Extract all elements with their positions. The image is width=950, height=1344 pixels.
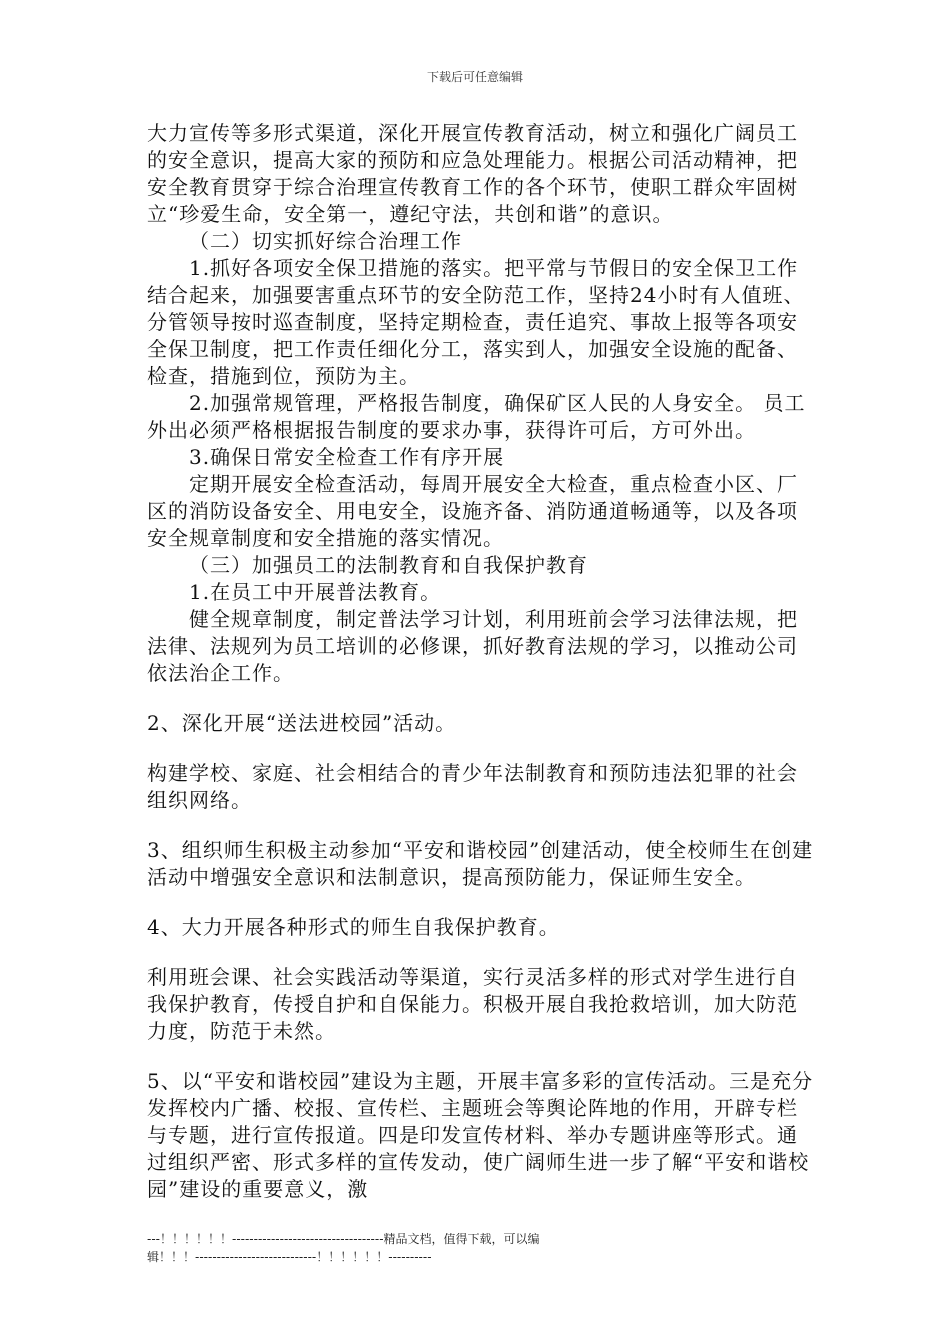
- paragraph-law-5: 5、以“平安和谐校园”建设为主题，开展丰富多彩的宣传活动。三是充分发挥校内广播、校报、宣传栏、主题班会等舆论阵地的作用，开辟专栏与专题，进行宣传报道。四是印发宣传材料、举办专题讲座等形式。通过组织严密、形式多样的宣传发动，使广阔师生进一步了解“平安和谐校园”建设的重要意义，激: [147, 1069, 814, 1201]
- page-footer: [147, 1230, 827, 1266]
- paragraph-intro: 大力宣传等多形式渠道，深化开展宣传教育活动，树立和强化广阔员工的安全意识，提高大家的预防和应急处理能力。根据公司活动精神，把安全教育贯穿于综合治理宣传教育工作的各个环节，使职工群众牢固树立“珍爱生命，安全第一，遵纪守法，共创和谐”的意识。: [147, 121, 798, 226]
- paragraph-item-2: 2.加强常规管理，严格报告制度，确保矿区人民的人身安全。 员工外出必须严格根据报告制度的要求办事，获得许可后，方可外出。: [147, 391, 806, 442]
- section-heading-2: （二）切实抓好综合治理工作: [189, 229, 462, 253]
- footer-line-2: 辑！！！----------------------------！！！！！！----------: [147, 1250, 432, 1264]
- paragraph-item-1: 1.抓好各项安全保卫措施的落实。把平常与节假日的安全保卫工作结合起来，加强要害重点环节的安全防范工作，坚持24小时有人值班、分管领导按时巡查制度，坚持定期检查，责任追究、事故上报等各项安全保卫制度，把工作责任细化分工，落实到人，加强安全设施的配备、检查，措施到位，预防为主。: [147, 256, 805, 388]
- paragraph-law-4-body: 利用班会课、社会实践活动等渠道，实行灵活多样的形式对学生进行自我保护教育，传授自护和自保能力。积极开展自我抢救培训，加大防范力度，防范于未然。: [147, 965, 798, 1043]
- footer-line-1: ---！！！！！！-----------------------------------精品文档，值得下载，可以编: [147, 1232, 540, 1246]
- paragraph-item-3-body: 定期开展安全检查活动，每周开展安全大检查，重点检查小区、厂区的消防设备安全、用电安全，设施齐备、消防通道畅通等，以及各项安全规章制度和安全措施的落实情况。: [147, 472, 798, 550]
- paragraph-law-3: 3、组织师生积极主动参加“平安和谐校园”创建活动，使全校师生在创建活动中增强安全意识和法制意识，提高预防能力，保证师生安全。: [147, 838, 814, 889]
- paragraph-law-4-title: 4、大力开展各种形式的师生自我保护教育。: [147, 915, 560, 939]
- paragraph-law-2-title: 2、深化开展“送法进校园”活动。: [147, 711, 457, 735]
- paragraph-law-1-body: 健全规章制度，制定普法学习计划，利用班前会学习法律法规，把法律、法规列为员工培训的必修课，抓好教育法规的学习，以推动公司依法治企工作。: [147, 607, 798, 685]
- paragraph-law-2-body: 构建学校、家庭、社会相结合的青少年法制教育和预防违法犯罪的社会组织网络。: [147, 761, 798, 812]
- paragraph-law-1-title: 1.在员工中开展普法教育。: [189, 580, 442, 604]
- page-header: 下载后可任意编辑: [426, 70, 523, 84]
- section-heading-3: （三）加强员工的法制教育和自我保护教育: [189, 553, 588, 577]
- paragraph-item-3-title: 3.确保日常安全检查工作有序开展: [189, 445, 505, 469]
- document-body: [147, 120, 817, 1203]
